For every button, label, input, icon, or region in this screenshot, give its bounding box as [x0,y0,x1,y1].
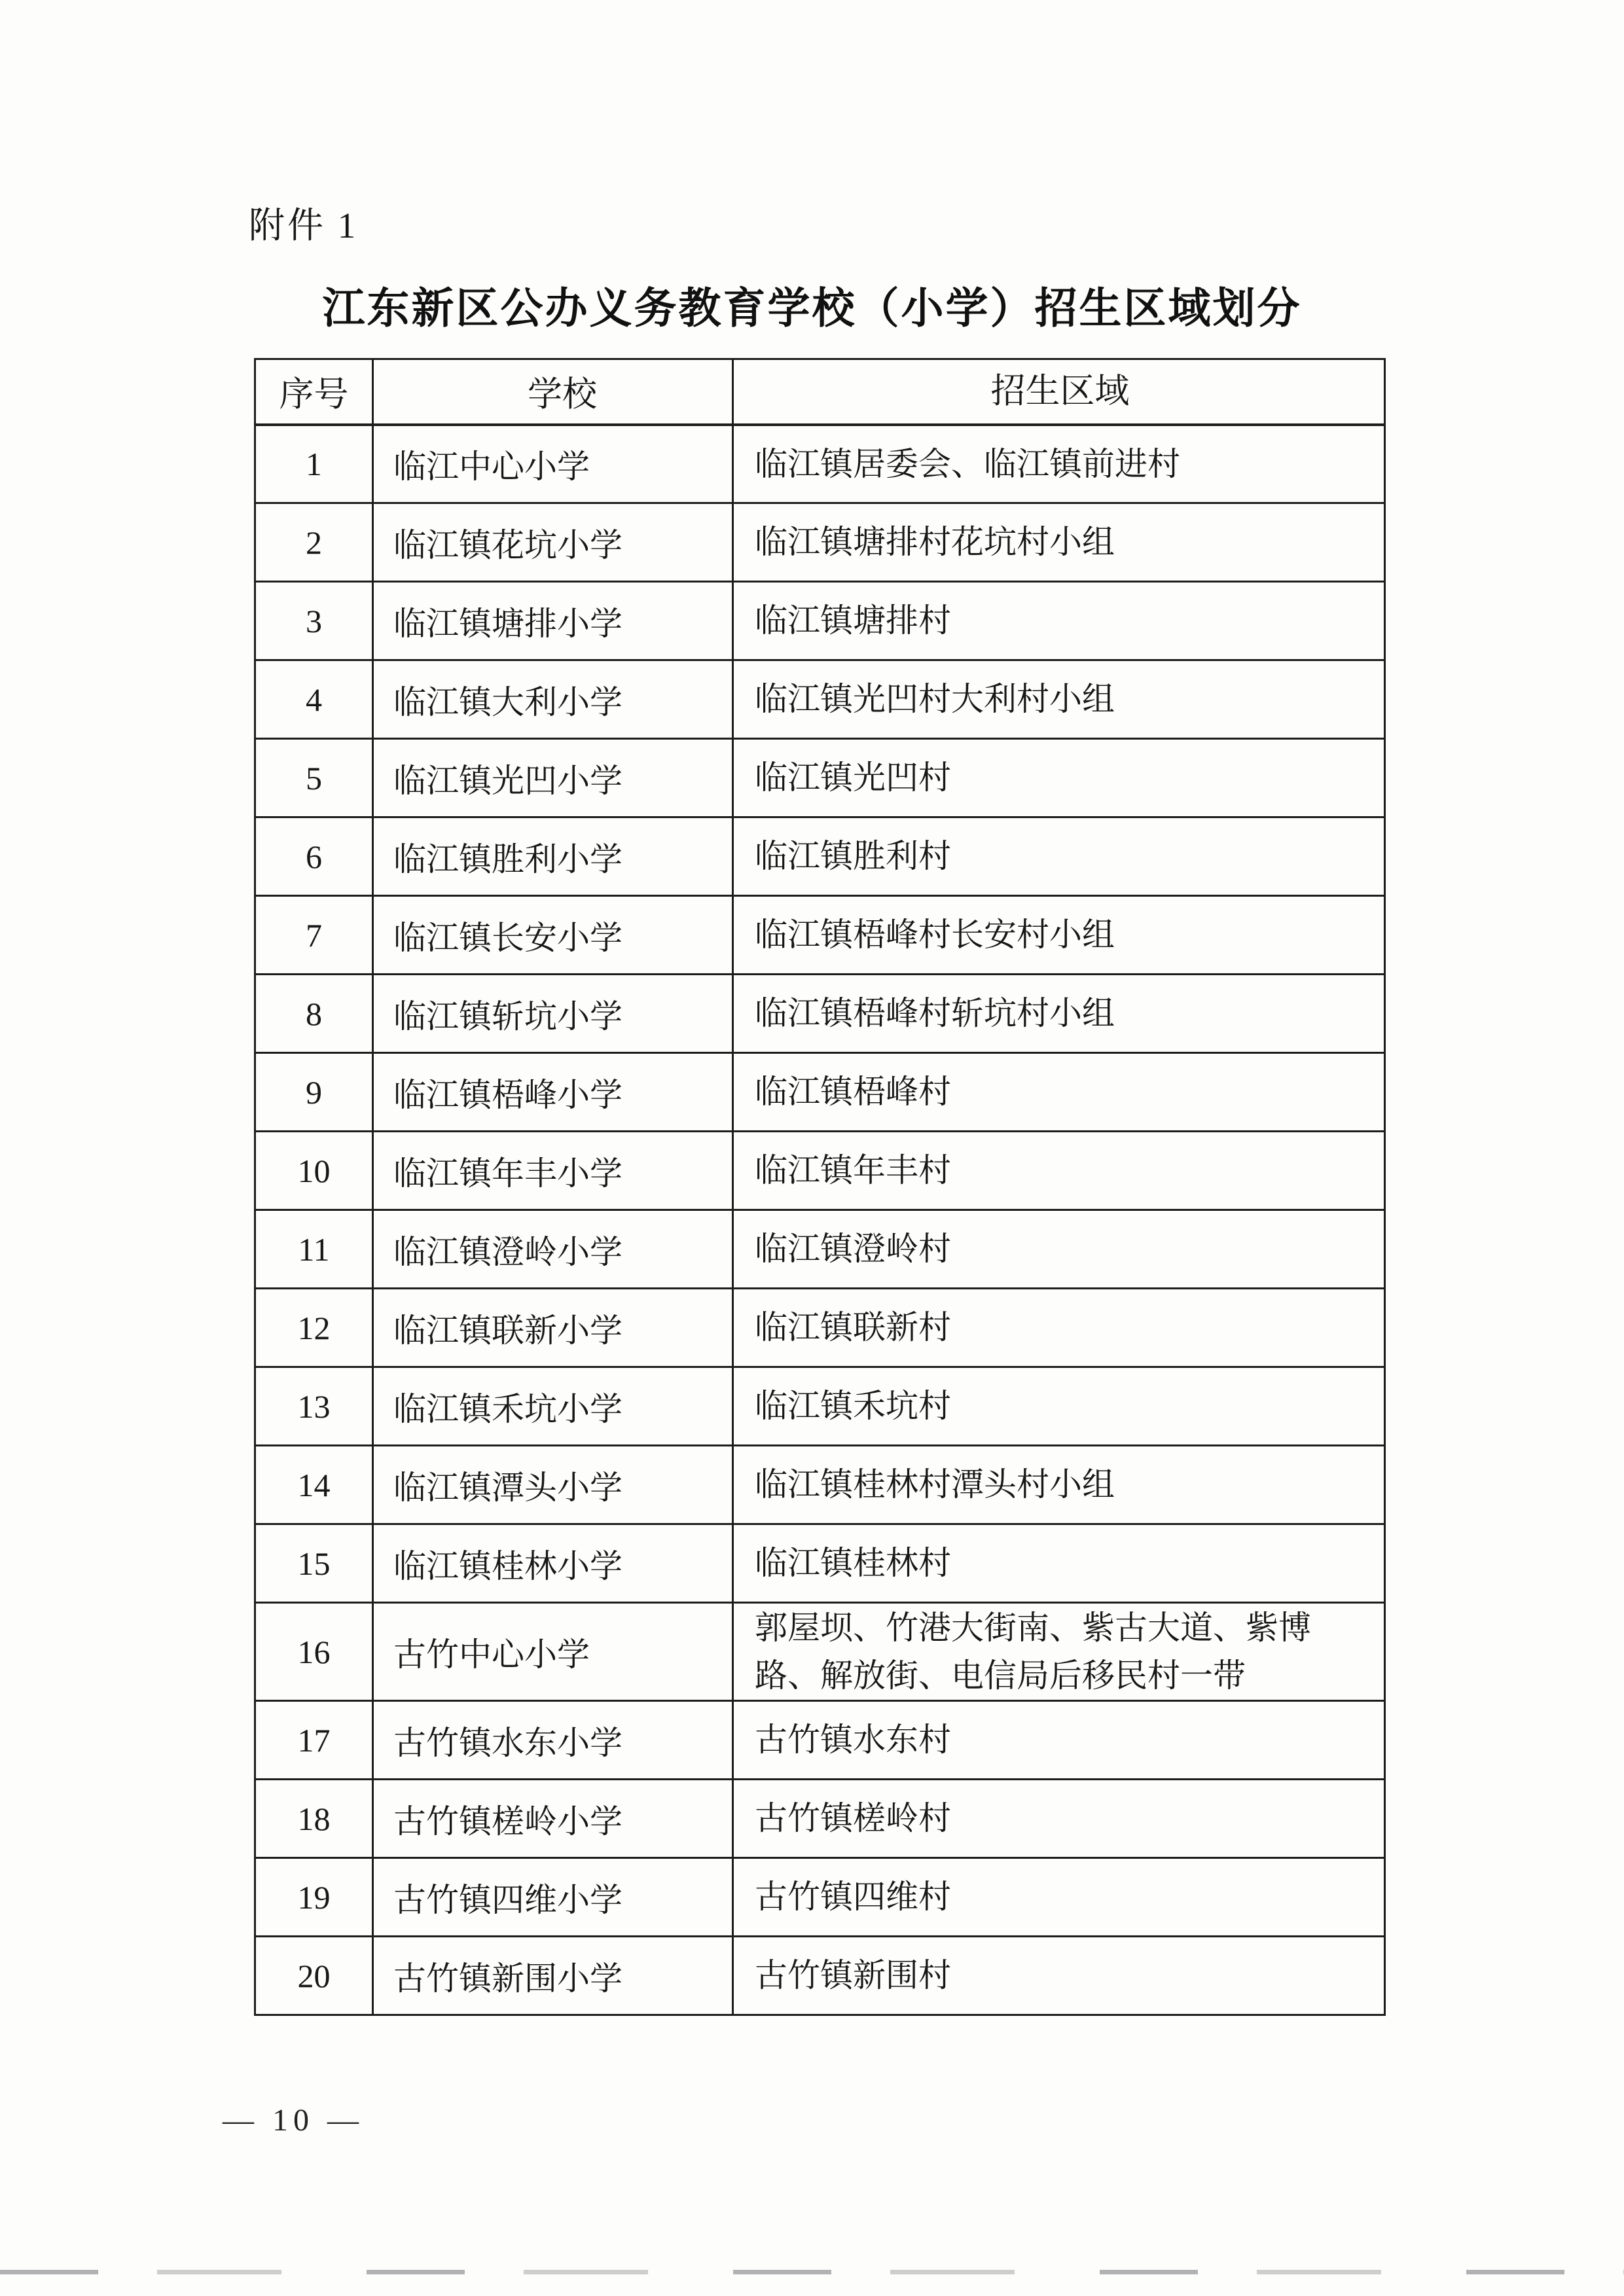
school-name: 古竹镇槎岭小学 [373,1780,733,1858]
school-name: 古竹镇四维小学 [373,1858,733,1937]
table-header-row [255,359,1385,425]
table-row [255,817,1385,896]
row-number: 2 [255,503,373,582]
row-number: 18 [255,1780,373,1858]
row-number: 13 [255,1367,373,1446]
admission-area: 临江镇桂林村 [733,1524,1385,1603]
table-row [255,1367,1385,1446]
table-row [255,975,1385,1053]
admission-area: 临江镇梧峰村长安村小组 [733,896,1385,975]
attachment-label: 附件 1 [249,206,359,245]
row-number: 9 [255,1053,373,1132]
admission-area: 临江镇塘排村 [733,582,1385,660]
table-row [255,1937,1385,2015]
row-number: 6 [255,817,373,896]
page-title: 江东新区公办义务教育学校（小学）招生区域划分 [322,284,1302,332]
row-number: 5 [255,739,373,817]
school-name: 临江镇花坑小学 [373,503,733,582]
table-row [255,1446,1385,1524]
admission-area: 临江镇禾坑村 [733,1367,1385,1446]
table-row [255,1524,1385,1603]
table-row [255,1289,1385,1367]
admission-area: 临江镇年丰村 [733,1132,1385,1210]
row-number: 8 [255,975,373,1053]
admission-area: 临江镇光凹村 [733,739,1385,817]
admission-area: 临江镇桂林村潭头村小组 [733,1446,1385,1524]
school-name: 临江镇胜利小学 [373,817,733,896]
admission-table [254,358,1386,2016]
admission-area: 临江镇胜利村 [733,817,1385,896]
table-header [255,359,1385,425]
row-number: 17 [255,1701,373,1780]
table-row [255,1210,1385,1289]
admission-area: 临江镇梧峰村 [733,1053,1385,1132]
header-serial-number: 序号 [255,359,373,425]
school-name: 临江镇联新小学 [373,1289,733,1367]
table-body [255,425,1385,2015]
admission-area: 临江镇居委会、临江镇前进村 [733,425,1385,503]
row-number: 1 [255,425,373,503]
school-name: 临江镇潭头小学 [373,1446,733,1524]
header-school: 学校 [373,359,733,425]
admission-area: 古竹镇四维村 [733,1858,1385,1937]
row-number: 12 [255,1289,373,1367]
row-number: 10 [255,1132,373,1210]
school-name: 临江中心小学 [373,425,733,503]
table-row [255,425,1385,503]
row-number: 19 [255,1858,373,1937]
row-number: 7 [255,896,373,975]
admission-area: 古竹镇水东村 [733,1701,1385,1780]
table-row [255,739,1385,817]
admission-area: 临江镇塘排村花坑村小组 [733,503,1385,582]
table-row [255,1780,1385,1858]
school-name: 临江镇大利小学 [373,660,733,739]
admission-area: 古竹镇槎岭村 [733,1780,1385,1858]
admission-area: 临江镇联新村 [733,1289,1385,1367]
school-name: 古竹镇水东小学 [373,1701,733,1780]
table-row [255,1053,1385,1132]
header-admission-area: 招生区域 [733,359,1385,425]
table-row [255,1132,1385,1210]
admission-area: 古竹镇新围村 [733,1937,1385,2015]
admission-area: 郭屋坝、竹港大街南、紫古大道、紫博路、解放街、电信局后移民村一带 [733,1603,1385,1701]
school-name: 临江镇塘排小学 [373,582,733,660]
page-number: — 10 — [223,2103,364,2138]
row-number: 3 [255,582,373,660]
school-name: 临江镇年丰小学 [373,1132,733,1210]
school-name: 临江镇长安小学 [373,896,733,975]
school-name: 临江镇斩坑小学 [373,975,733,1053]
school-name: 临江镇澄岭小学 [373,1210,733,1289]
admission-area: 临江镇光凹村大利村小组 [733,660,1385,739]
row-number: 14 [255,1446,373,1524]
table-row [255,1603,1385,1701]
table-row [255,503,1385,582]
row-number: 11 [255,1210,373,1289]
school-name: 临江镇光凹小学 [373,739,733,817]
school-name: 临江镇禾坑小学 [373,1367,733,1446]
row-number: 20 [255,1937,373,2015]
table-row [255,896,1385,975]
school-name: 古竹镇新围小学 [373,1937,733,2015]
school-name: 古竹中心小学 [373,1603,733,1701]
table-row [255,660,1385,739]
table-row [255,1858,1385,1937]
admission-area: 临江镇梧峰村斩坑村小组 [733,975,1385,1053]
row-number: 15 [255,1524,373,1603]
table-row [255,1701,1385,1780]
scan-edge-artifact [0,2270,1624,2274]
row-number: 4 [255,660,373,739]
school-name: 临江镇桂林小学 [373,1524,733,1603]
row-number: 16 [255,1603,373,1701]
table-row [255,582,1385,660]
admission-area: 临江镇澄岭村 [733,1210,1385,1289]
school-name: 临江镇梧峰小学 [373,1053,733,1132]
